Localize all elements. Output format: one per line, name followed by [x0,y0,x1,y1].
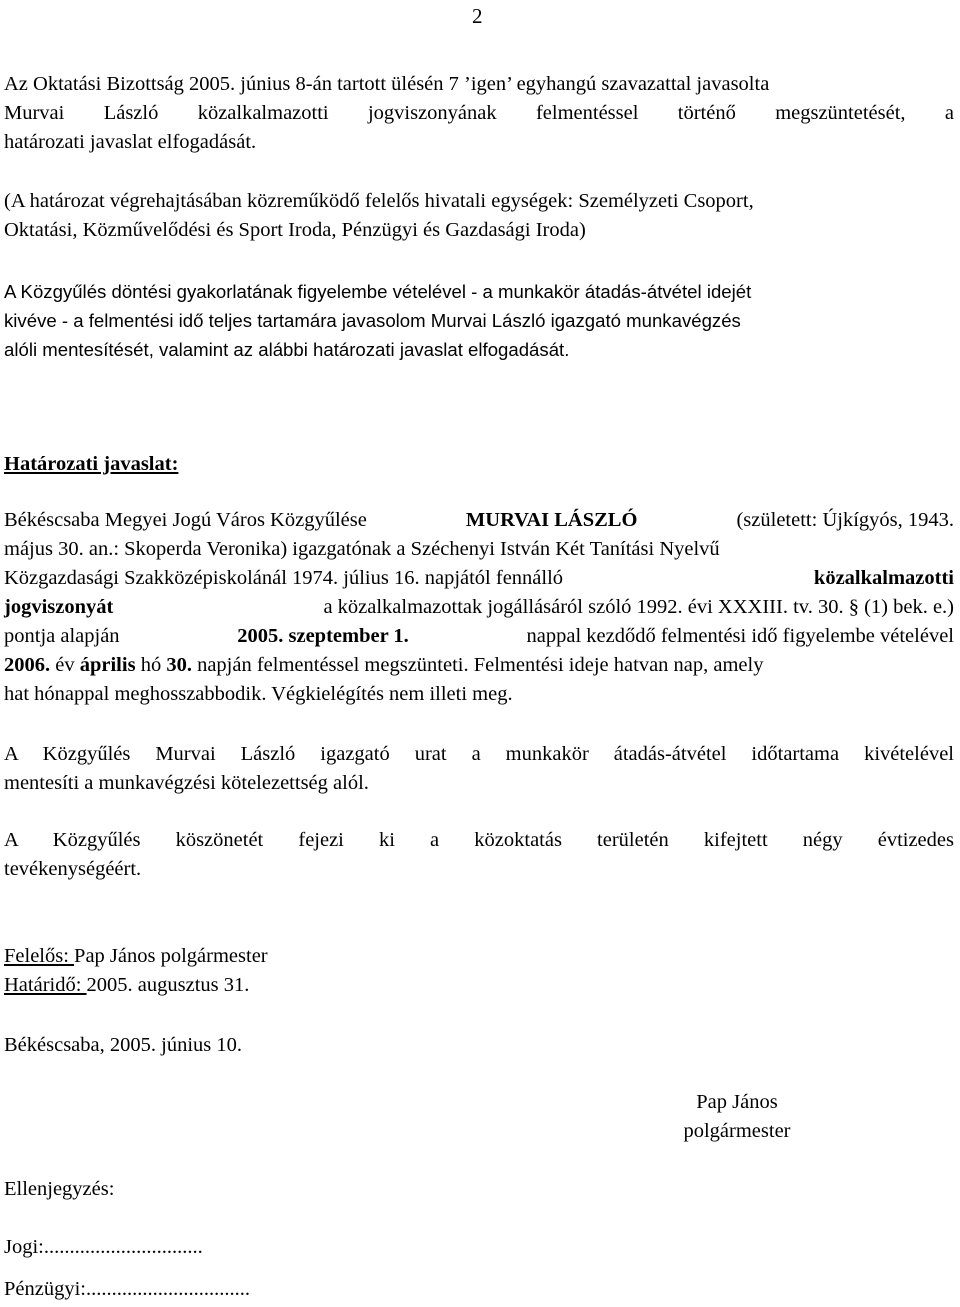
signatory-title: polgármester [683,1120,791,1142]
practice-line-3: alóli mentesítését, valamint az alábbi határozati javaslat elfogadását. [4,339,570,360]
responsible-label: Felelős: [4,945,75,967]
committee-line-3: határozati javaslat elfogadását. [4,131,257,153]
assembly-practice-paragraph [4,277,954,364]
countersign-financial: Pénzügyi:................................ [4,1278,250,1300]
thanks-paragraph [4,826,954,884]
resolution-line-3: Közgazdasági Szakközépiskolánál 1974. július 16. napjától fennálló közalkalmazotti [4,567,954,589]
thanks-line-1: A Közgyűlés köszönetét fejezi ki a közoktatás területén kifejtett négy évtizedes [4,829,954,851]
deadline-line [4,971,954,1000]
resolution-line-7: hat hónappal meghosszabbodik. Végkielégítés nem illeti meg. [4,683,513,705]
dismissal-start-date: 2005. szeptember 1. [237,625,409,647]
resolution-heading [4,450,954,479]
committee-line-1: Az Oktatási Bizottság 2005. június 8-án tartott ülésén 7 ’igen’ egyhangú szavazattal javasolta [4,73,770,95]
resolution-line-4: jogviszonyát a közalkalmazottak jogállásáról szóló 1992. évi XXXIII. tv. 30. § (1) bek. e.) [4,596,954,618]
resolution-heading-text: Határozati javaslat: [4,453,179,475]
committee-paragraph [4,70,954,157]
exemption-line-1: A Közgyűlés Murvai László igazgató urat a munkakör átadás-átvétel időtartama kivételével [4,743,954,765]
resolution-paragraph [4,506,954,709]
signature-block [672,1088,802,1146]
resolution-line-1: Békéscsaba Megyei Jogú Város Közgyűlése MURVAI LÁSZLÓ (született: Újkígyós, 1943. [4,506,954,535]
committee-line-2: Murvai László közalkalmazotti jogviszonyának felmentéssel történő megszüntetését, a [4,102,954,124]
page-number: 2 [472,4,483,28]
practice-line-2: kivéve - a felmentési idő teljes tartamára javasolom Murvai László igazgató munkavégzés [4,310,741,331]
practice-line-1: A Közgyűlés döntési gyakorlatának figyelembe vételével - a munkakör átadás-átvétel idejét [4,281,752,302]
countersign-label: Ellenjegyzés: [4,1178,115,1200]
deadline-value: 2005. augusztus 31. [86,974,250,996]
deadline-label: Határidő: [4,974,87,996]
resolution-line-5: pontja alapján 2005. szeptember 1. nappal kezdődő felmentési idő figyelembe vételével [4,622,954,651]
responsible-block [4,942,954,1000]
resolution-line-2: május 30. an.: Skoperda Veronika) igazgatónak a Széchenyi István Két Tanítási Nyelvű [4,538,720,560]
signatory-name: Pap János [696,1091,778,1113]
responsible-units-paragraph [4,187,954,245]
responsible-line [4,942,954,971]
units-line-1: (A határozat végrehajtásában közreműködő felelős hivatali egységek: Személyzeti Csoport, [4,190,754,212]
resolution-line-6: 2006. év április hó 30. napján felmentéssel megszünteti. Felmentési ideje hatvan nap, amely [4,654,764,676]
units-line-2: Oktatási, Közművelődési és Sport Iroda, Pénzügyi és Gazdasági Iroda) [4,219,586,241]
exemption-paragraph [4,740,954,798]
person-name: MURVAI LÁSZLÓ [465,509,638,531]
countersign-legal: Jogi:............................... [4,1236,203,1258]
responsible-value: Pap János polgármester [74,945,268,967]
place-date: Békéscsaba, 2005. június 10. [4,1034,242,1056]
thanks-line-2: tevékenységéért. [4,858,142,880]
exemption-line-2: mentesíti a munkavégzési kötelezettség alól. [4,772,369,794]
